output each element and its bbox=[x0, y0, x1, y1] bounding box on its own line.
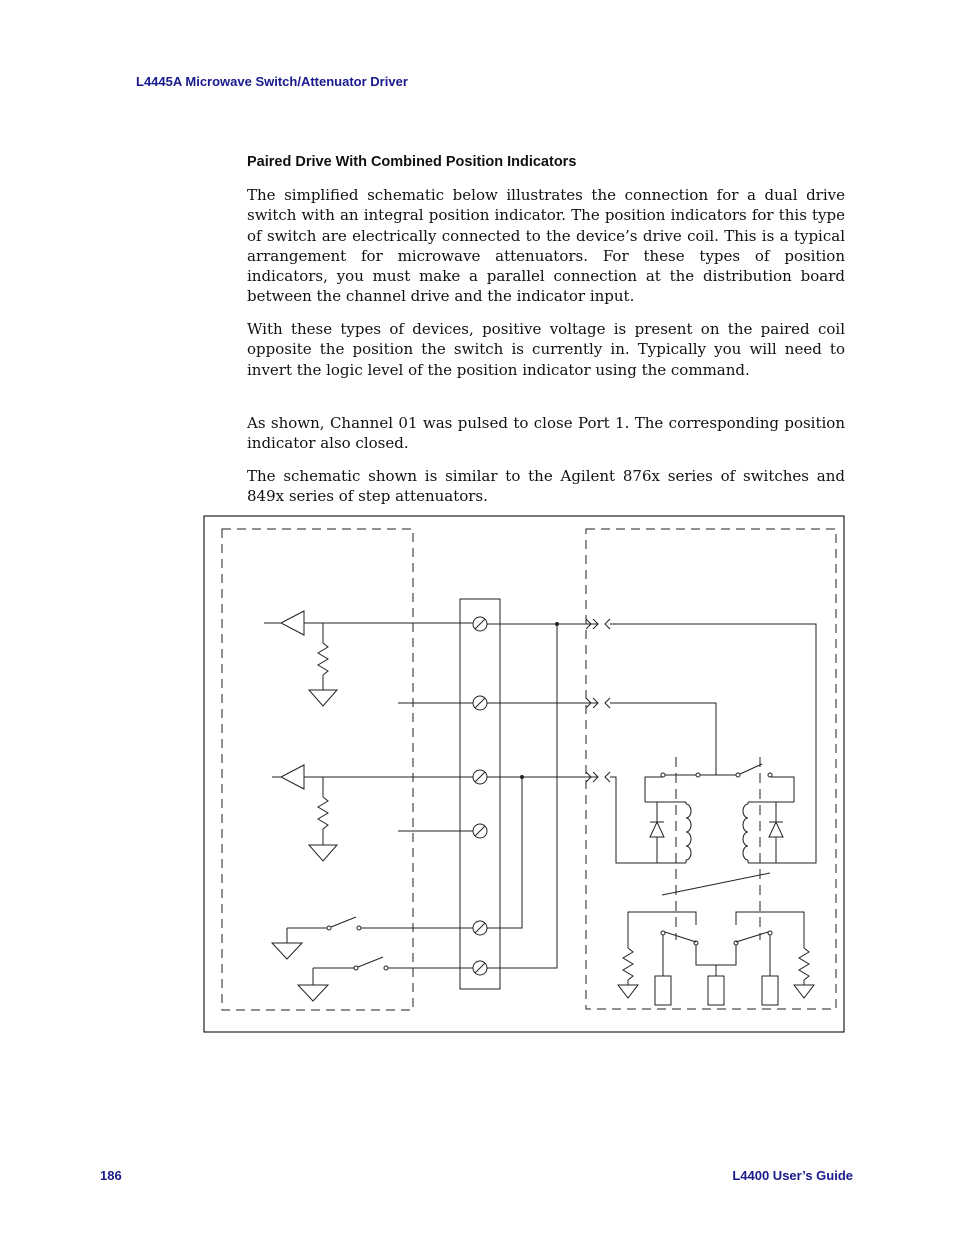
paragraph-intro: The simplified schematic below illustrates the connection for a dual drive switch with an integral position indicator. The position indicators for this type of switch are electrically connected to the device’s drive coil. This is a typical arrangement for microwave attenuators. For these types of position indicators, you must make a parallel connection at the distribution board between the channel drive and the indicator input. bbox=[247, 186, 845, 306]
driver-dashed-box bbox=[222, 529, 413, 1010]
page-number: 186 bbox=[100, 1168, 122, 1183]
paragraph-similar: The schematic shown is similar to the Agilent 876x series of switches and 849x series of step attenuators. bbox=[247, 467, 845, 506]
paragraph-channel: As shown, Channel 01 was pulsed to close Port 1. The corresponding position indicator also closed. bbox=[247, 414, 845, 453]
connectors bbox=[586, 619, 610, 782]
schematic-frame bbox=[204, 516, 844, 1032]
running-header: L4445A Microwave Switch/Attenuator Driver bbox=[136, 74, 408, 89]
indicator-switch-1 bbox=[272, 917, 473, 959]
device-dashed-box bbox=[586, 529, 836, 1009]
coil-2 bbox=[743, 802, 748, 863]
device-circuit bbox=[610, 624, 816, 863]
guide-title: L4400 User’s Guide bbox=[732, 1168, 853, 1183]
driver-2 bbox=[272, 765, 473, 861]
diode-1 bbox=[650, 802, 664, 863]
rf-switch-network bbox=[618, 912, 814, 1005]
coil-1 bbox=[686, 802, 691, 863]
diode-2 bbox=[769, 802, 783, 863]
section-heading: Paired Drive With Combined Position Indicators bbox=[247, 154, 577, 170]
terminal-screws bbox=[473, 617, 487, 975]
paragraph-voltage: With these types of devices, positive voltage is present on the paired coil opposite the position the switch is currently in. Typically you will need to invert the logic level of the position indicator using the command. bbox=[247, 320, 845, 379]
terminal-block bbox=[460, 599, 500, 989]
indicator-switch-2 bbox=[298, 957, 473, 1001]
driver-1 bbox=[264, 611, 473, 706]
